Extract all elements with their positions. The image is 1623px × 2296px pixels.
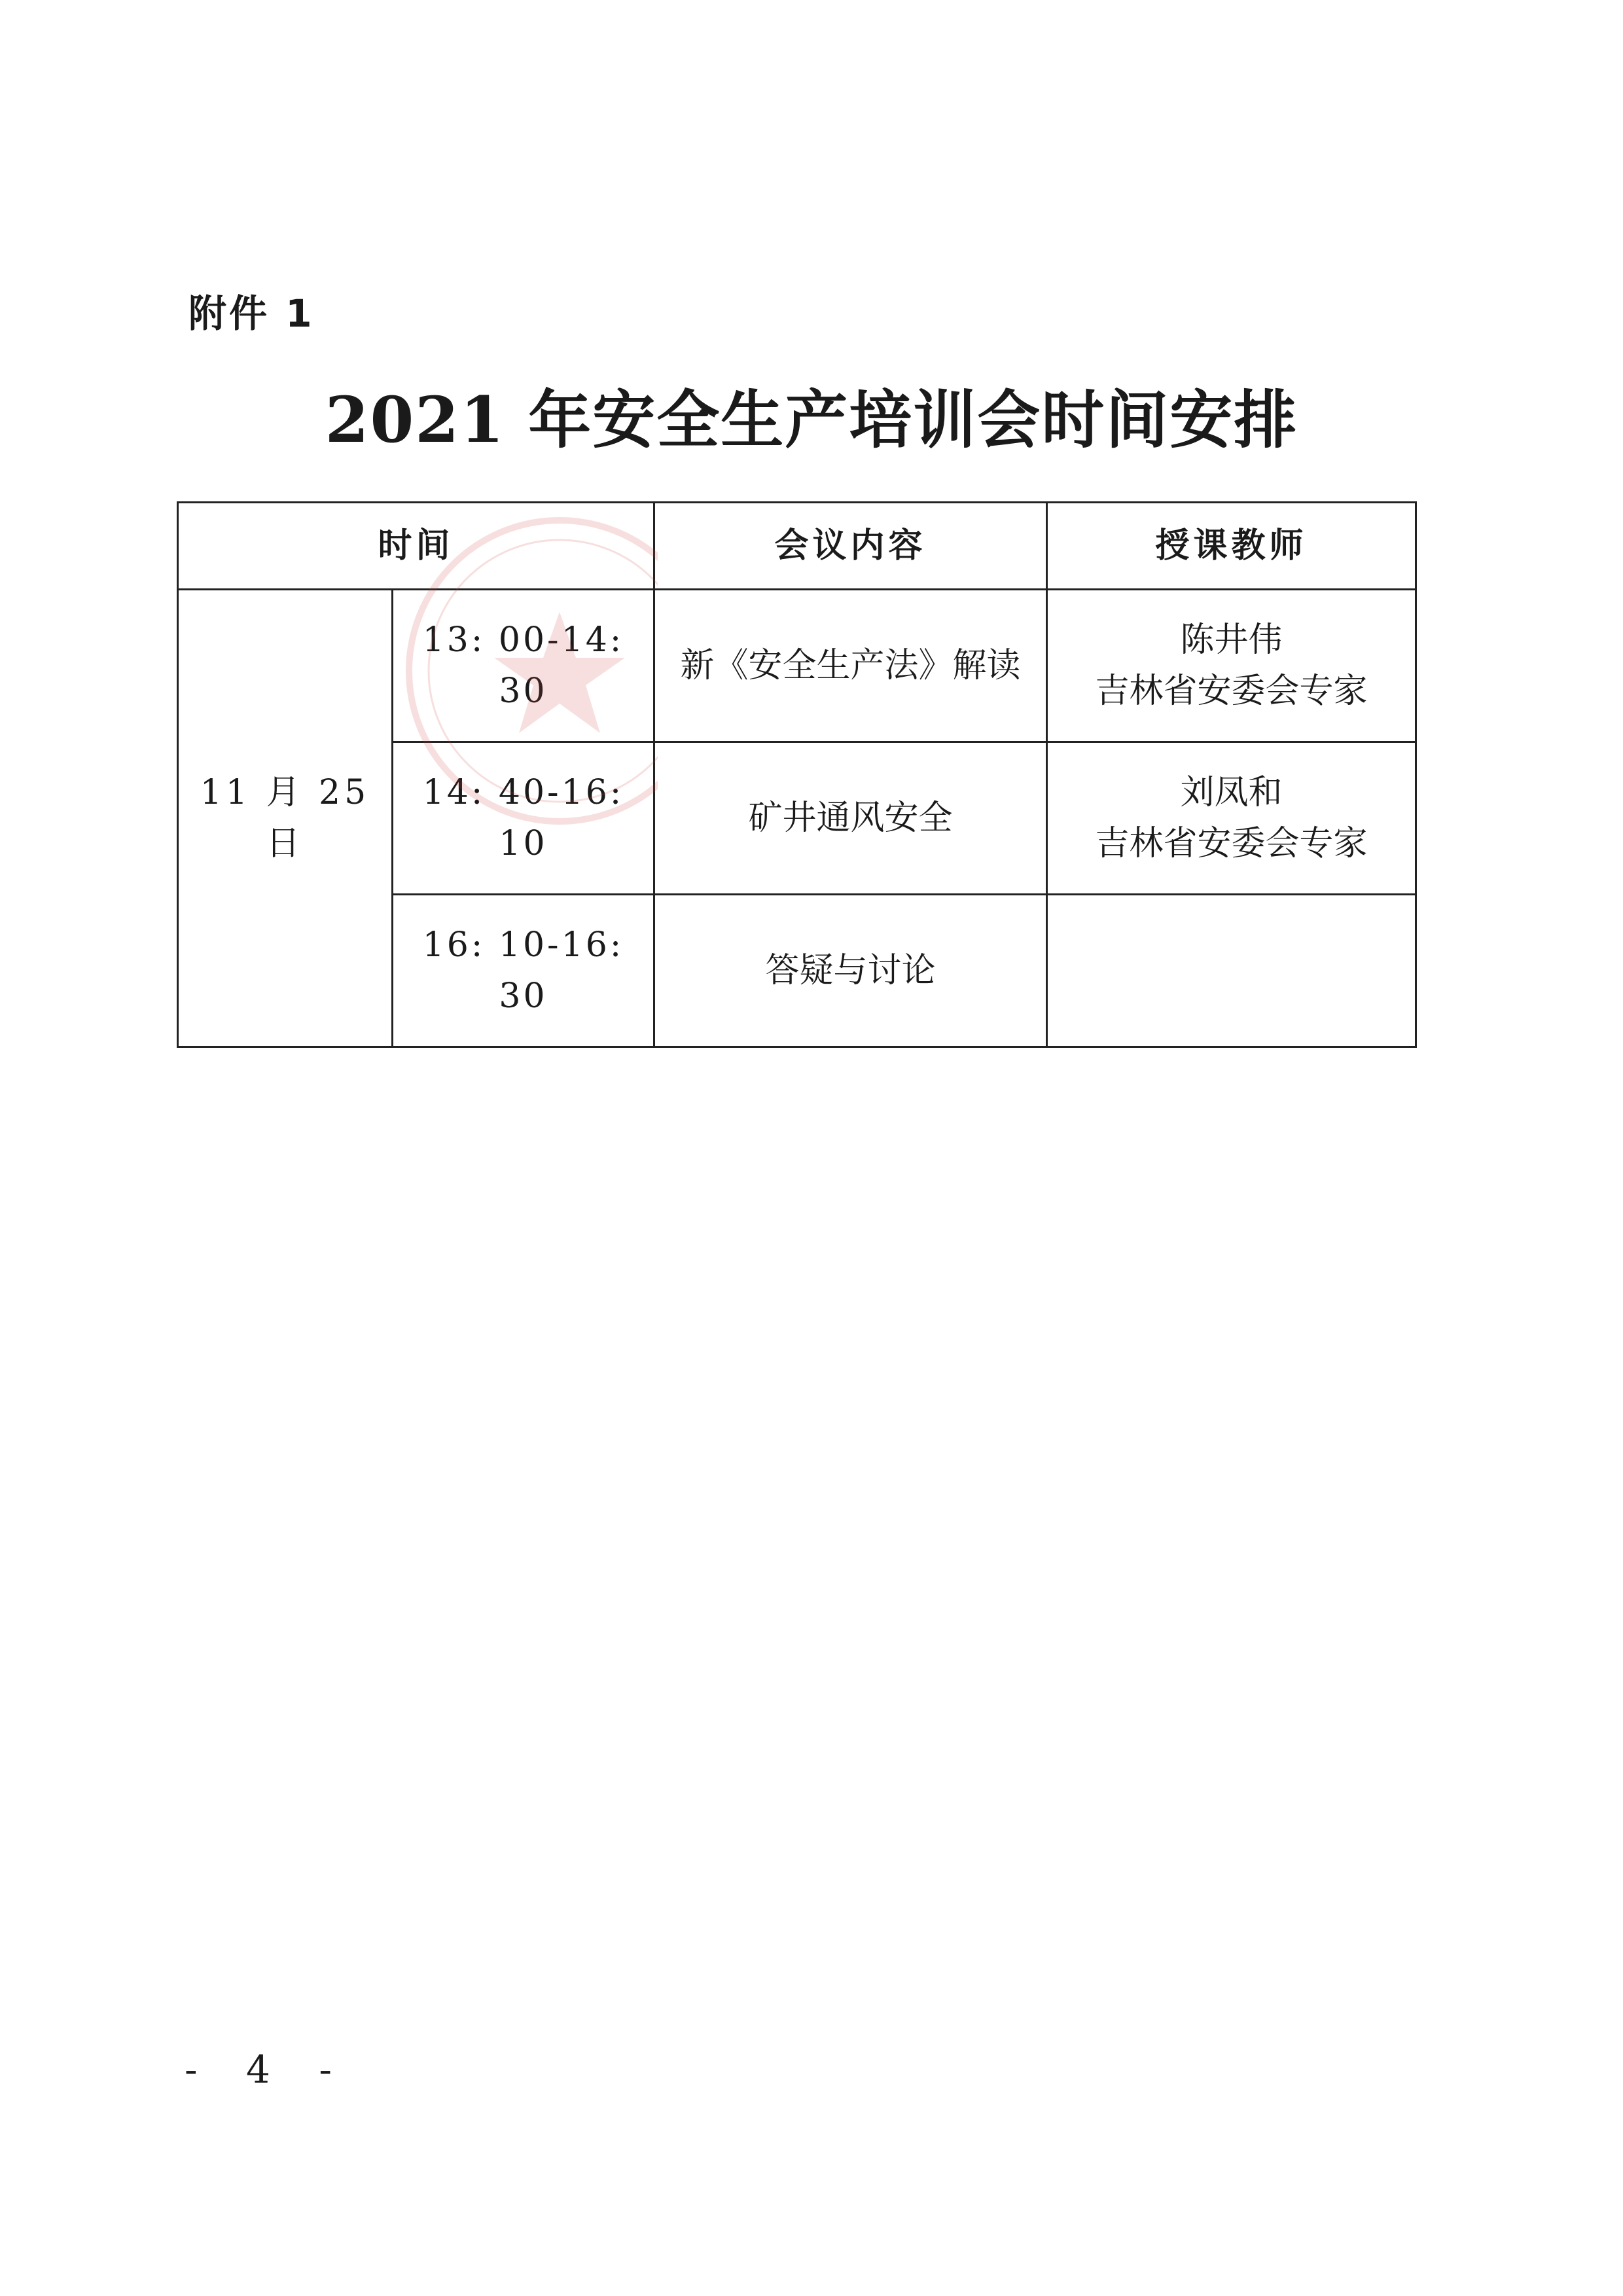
attachment-label: 附件 1	[188, 291, 315, 336]
table-header-row	[178, 503, 1416, 590]
header-content: 会议内容	[654, 503, 1047, 590]
teacher-name: 刘凤和	[1180, 773, 1283, 812]
teacher-cell	[1047, 742, 1416, 895]
teacher-title: 吉林省安委会专家	[1095, 824, 1368, 863]
content-cell: 矿井通风安全	[654, 742, 1047, 895]
table-row	[178, 590, 1416, 742]
content-cell: 答疑与讨论	[654, 895, 1047, 1047]
teacher-cell	[1047, 895, 1416, 1047]
teacher-name: 陈井伟	[1180, 620, 1283, 660]
page-number: - 4 -	[185, 2047, 350, 2092]
teacher-title: 吉林省安委会专家	[1095, 672, 1368, 711]
schedule-table	[177, 501, 1417, 1048]
date-cell: 11 月 25 日	[178, 590, 393, 1047]
header-teacher: 授课教师	[1047, 503, 1416, 590]
time-cell: 13: 00-14: 30	[393, 590, 654, 742]
content-cell: 新《安全生产法》解读	[654, 590, 1047, 742]
time-cell: 16: 10-16: 30	[393, 895, 654, 1047]
document-title: 2021 年安全生产培训会时间安排	[325, 383, 1298, 457]
teacher-cell	[1047, 590, 1416, 742]
time-cell: 14: 40-16: 10	[393, 742, 654, 895]
header-time: 时间	[178, 503, 654, 590]
